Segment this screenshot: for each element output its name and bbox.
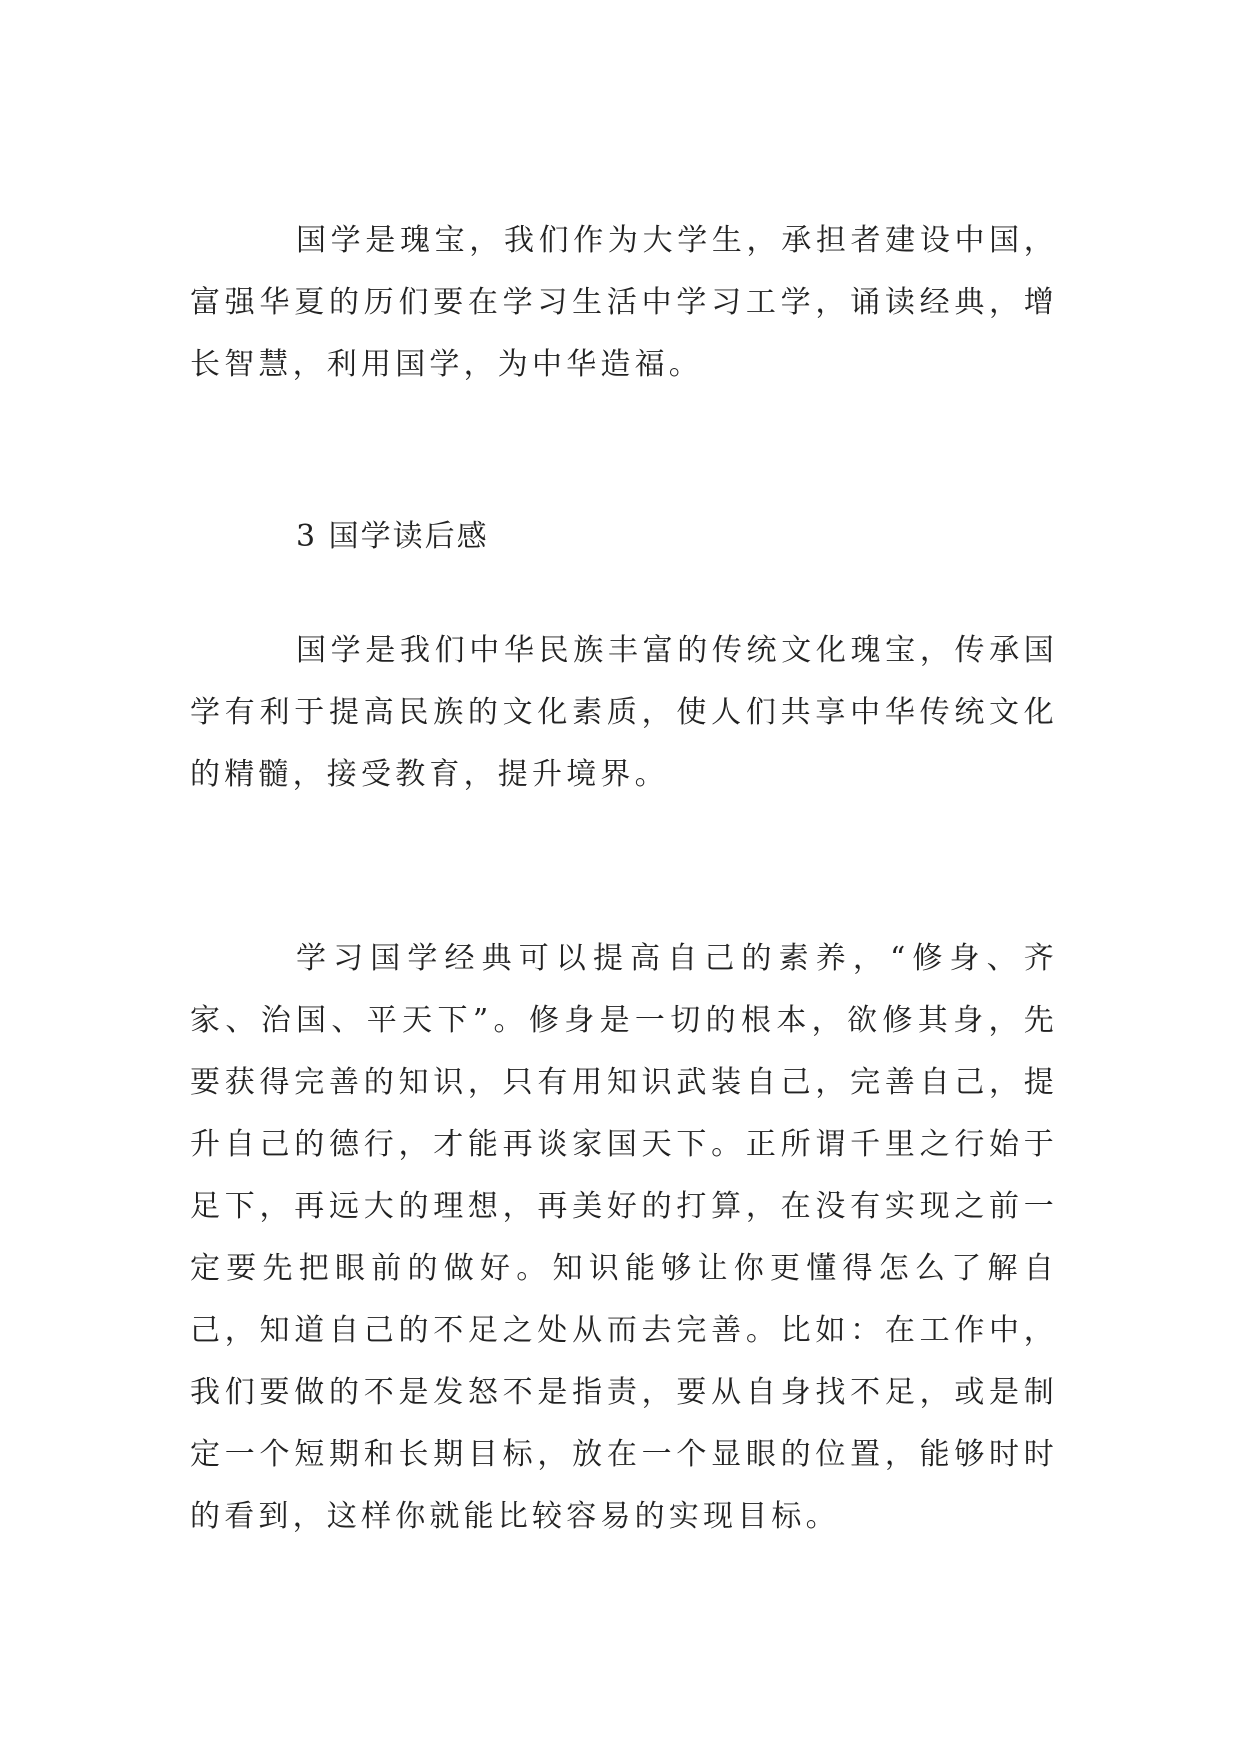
paragraph-3: 学习国学经典可以提高自己的素养，“修身、齐家、治国、平天下”。修身是一切的根本，欲修其身，先要获得完善的知识，只有用知识武装自己，完善自己，提升自己的德行，才能再谈家国天下。正所谓千里之行始于足下，再远大的理想，再美好的打算，在没有实现之前一定要先把眼前的做好。知识能够让你更懂得怎么了解自己，知道自己的不足之处从而去完善。比如：在工作中，我们要做的不是发怒不是指责，要从自身找不足，或是制定一个短期和长期目标，放在一个显眼的位置，能够时时的看到，这样你就能比较容易的实现目标。 [190, 941, 1058, 1534]
paragraph-1: 国学是瑰宝，我们作为大学生，承担者建设中国，富强华夏的历们要在学习生活中学习工学，诵读经典，增长智慧，利用国学，为中华造福。 [190, 223, 1058, 382]
section-heading: 3 国学读后感 [296, 519, 489, 554]
paragraph-2: 国学是我们中华民族丰富的传统文化瑰宝，传承国学有利于提高民族的文化素质，使人们共享中华传统文化的精髓，接受教育，提升境界。 [190, 633, 1058, 792]
